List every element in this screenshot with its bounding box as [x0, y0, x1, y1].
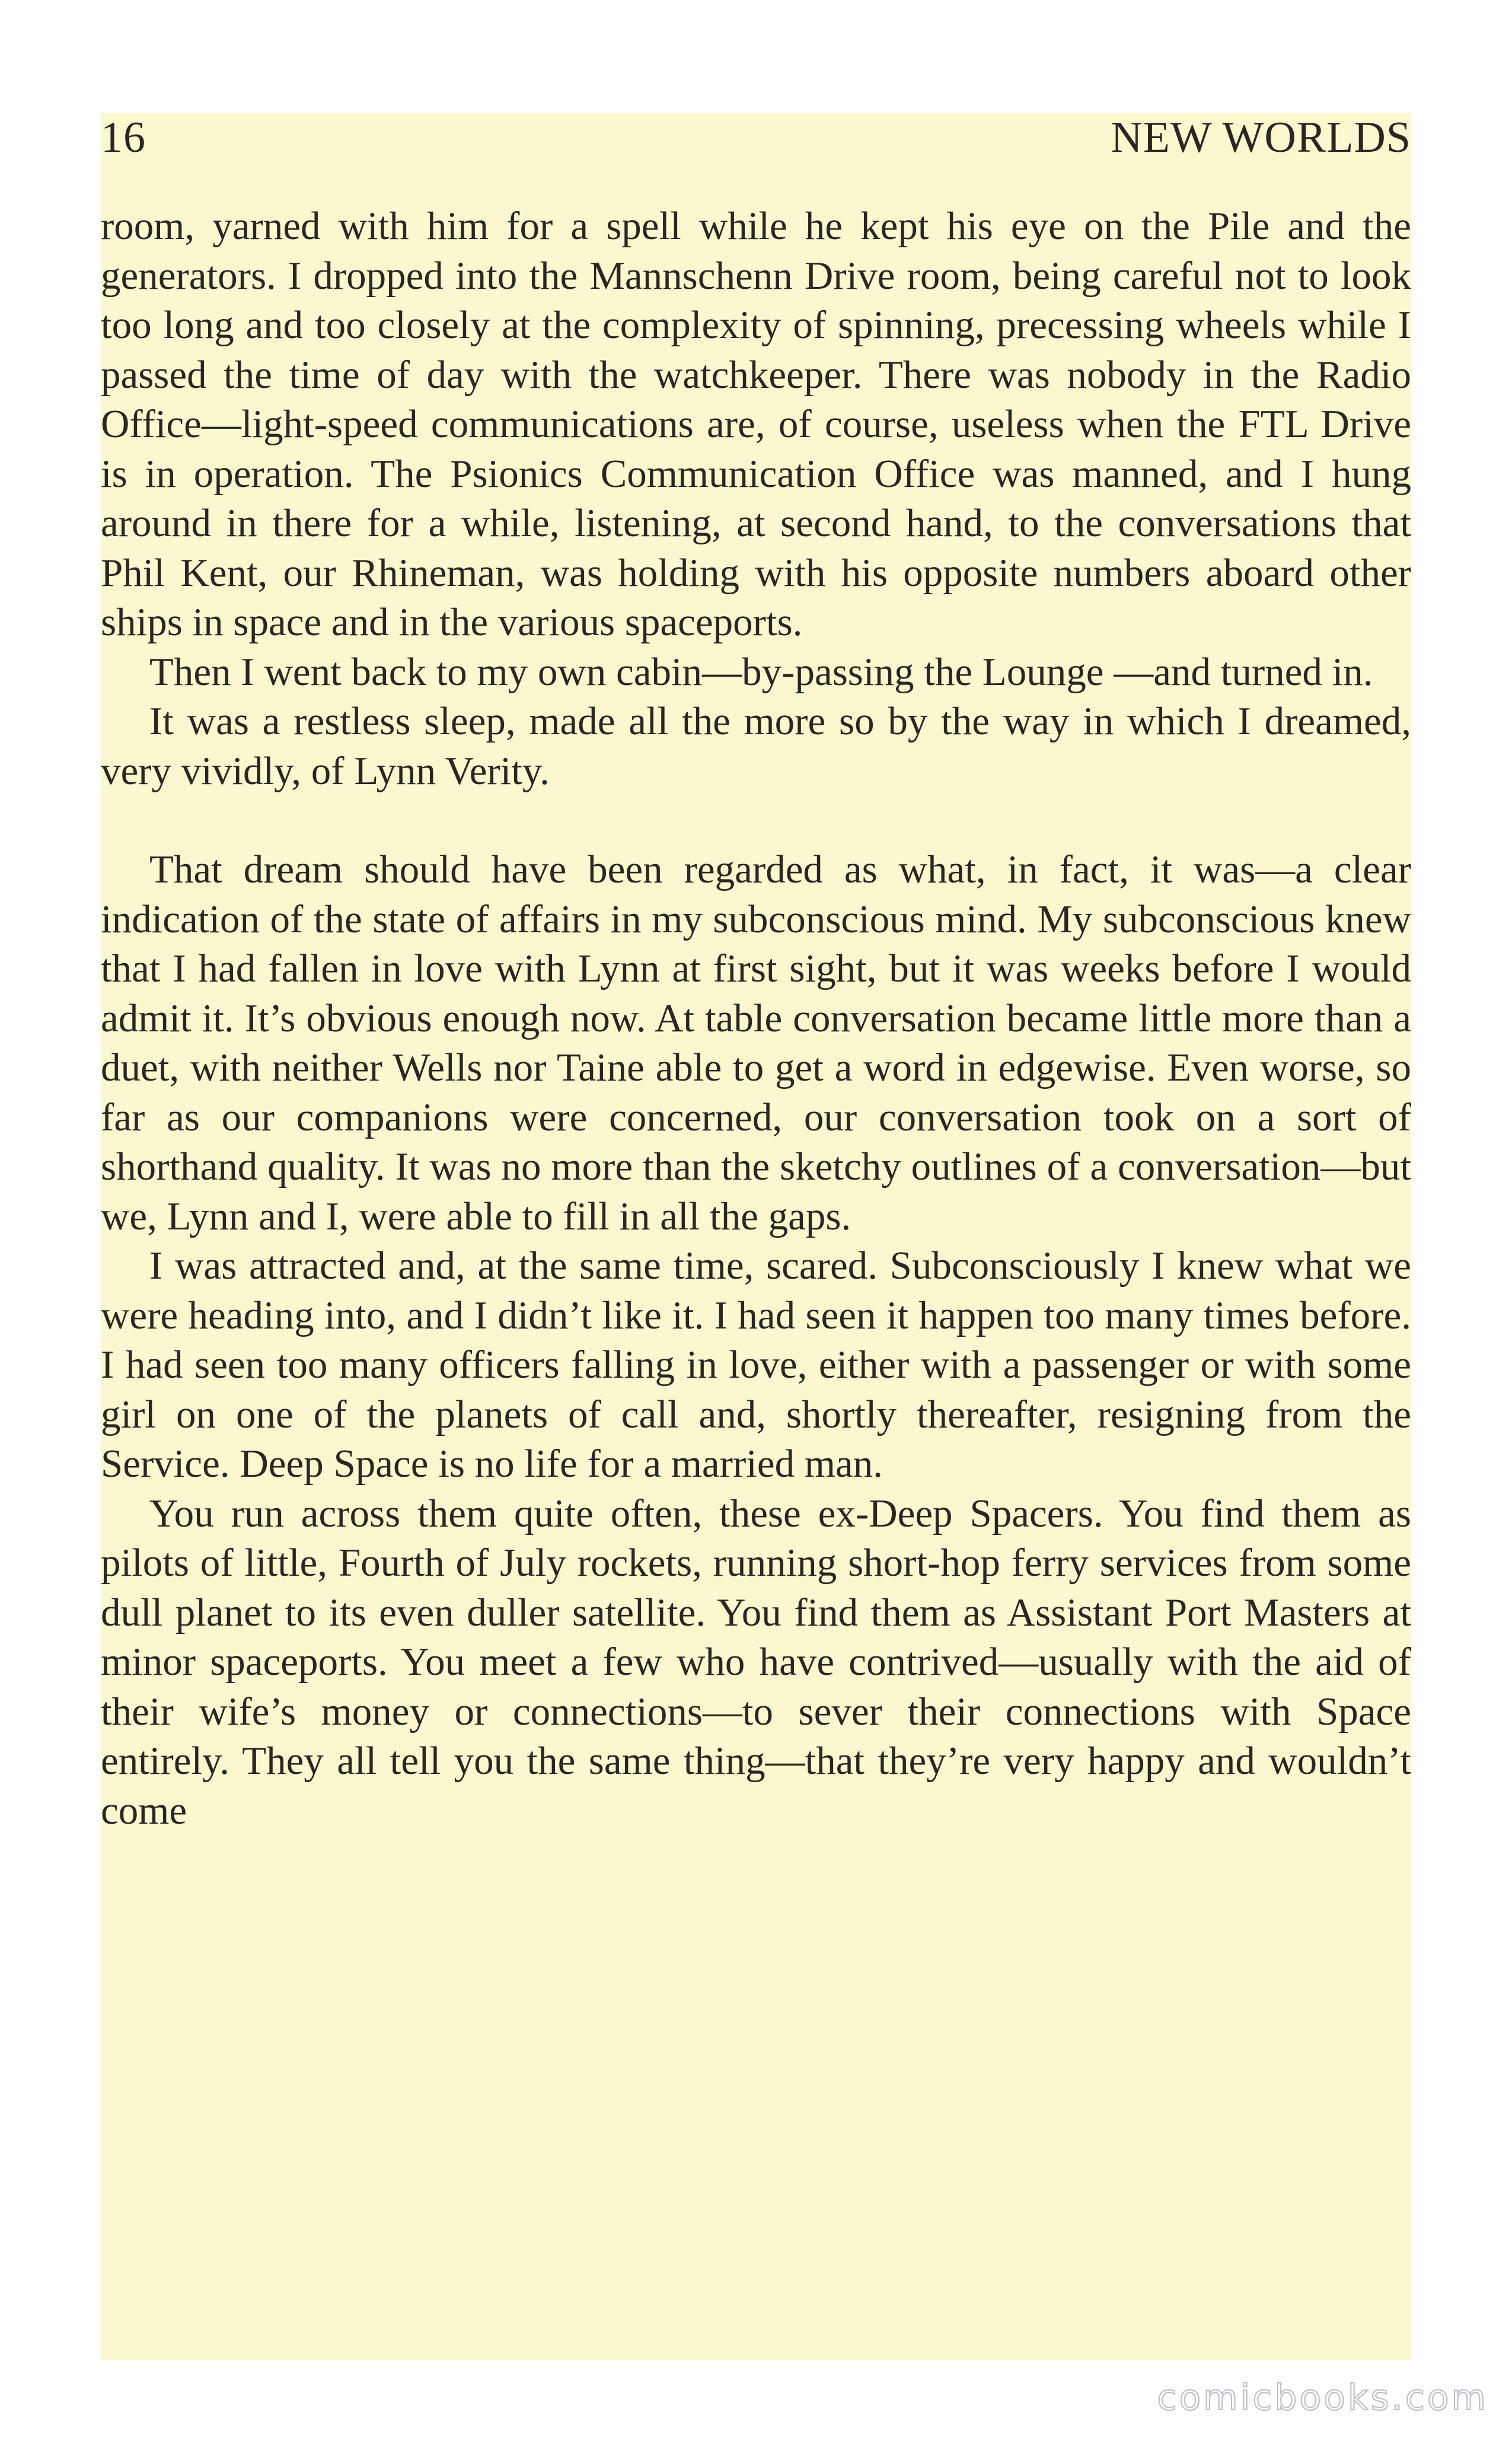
book-page	[101, 113, 1411, 2360]
paragraph-6: You run across them quite often, these ex-Deep Spacers. You find them as pilots of little, Fourth of July rockets, running short-hop ferry services from some dull planet to its even duller satellite. You find them as Assistant Port Masters at minor spaceports. You meet a few who have contrived—usually with the aid of their wife’s money or connections—to sever their connections with Space entirely. They all tell you the same thing—that they’re very happy and wouldn’t come	[101, 1491, 1411, 1833]
paragraph-5: I was attracted and, at the same time, scared. Subconsciously I knew what we were heading into, and I didn’t like it. I had seen it happen too many times before. I had seen too many officers falling in love, either with a passenger or with some girl on one of the planets of call and, shortly thereafter, resigning from the Service. Deep Space is no life for a married man.	[101, 1244, 1411, 1486]
paragraph-3: It was a restless sleep, made all the more so by the way in which I dreamed, very vividly, of Lynn Verity.	[101, 699, 1411, 793]
body-text	[101, 202, 1411, 1836]
paragraph-2: Then I went back to my own cabin—by-passing the Lounge —and turned in.	[149, 649, 1373, 694]
page-number: 16	[101, 113, 146, 162]
paragraph-4: That dream should have been regarded as what, in fact, it was—a clear indication of the state of affairs in my subconscious mind. My subconscious knew that I had fallen in love with Lynn at first sight, but it was weeks before I would admit it. It’s obvious enough now. At table conversation became little more than a duet, with neither Wells nor Taine able to get a word in edgewise. Even worse, so far as our companions were concerned, our conversation took on a sort of shorthand quality. It was no more than the sketchy outlines of a conversation—but we, Lynn and I, were able to fill in all the gaps.	[101, 847, 1411, 1238]
journal-title: NEW WORLDS	[1111, 113, 1411, 162]
running-head	[101, 113, 1411, 184]
paragraph-1: room, yarned with him for a spell while he kept his eye on the Pile and the generators. I dropped into the Mannschenn Drive room, being careful not to look too long and too closely at the complexity of spinning, precessing wheels while I passed the time of day with the watchkeeper. There was nobody in the Radio Office—light-speed communications are, of course, useless when the FTL Drive is in operation. The Psionics Communication Office was manned, and I hung around in there for a while, listening, at second hand, to the conversations that Phil Kent, our Rhineman, was holding with his opposite numbers aboard other ships in space and in the various spaceports.	[101, 204, 1411, 644]
watermark: comicbooks.com	[1157, 2377, 1488, 2419]
